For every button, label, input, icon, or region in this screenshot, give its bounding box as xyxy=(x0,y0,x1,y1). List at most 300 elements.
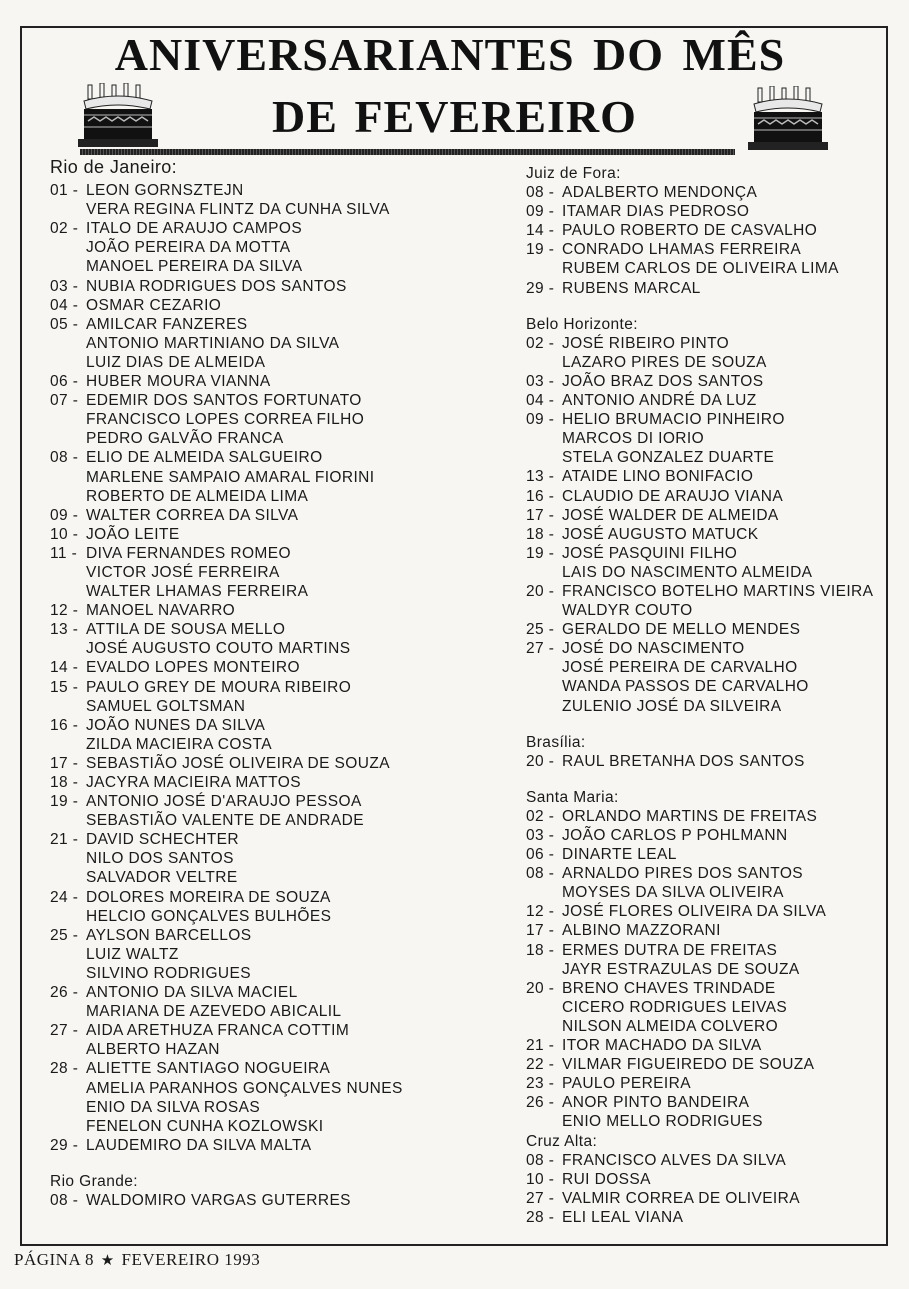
birthday-entry xyxy=(50,506,490,525)
left-column xyxy=(50,158,490,1210)
person-name: ANTONIO MARTINIANO DA SILVA xyxy=(86,334,340,352)
entry-names xyxy=(562,1208,896,1227)
birthday-entry xyxy=(526,372,896,391)
entry-day: 28 - xyxy=(526,1208,555,1226)
person-name: CONRADO LHAMAS FERREIRA xyxy=(562,241,802,259)
person-name: ORLANDO MARTINS DE FREITAS xyxy=(562,807,818,825)
entry-day: 19 - xyxy=(50,793,79,811)
person-name: JOSÉ RIBEIRO PINTO xyxy=(562,334,730,352)
birthday-entry xyxy=(50,926,490,983)
person-name: JOÃO CARLOS P POHLMANN xyxy=(562,827,788,844)
person-name: AMELIA PARANHOS GONÇALVES NUNES xyxy=(86,1079,403,1097)
entry-day: 06 - xyxy=(50,373,79,391)
person-name: JOSÉ WALDER DE ALMEIDA xyxy=(562,506,779,524)
birthday-entry xyxy=(50,658,490,677)
person-name: VALMIR CORREA DE OLIVEIRA xyxy=(562,1189,800,1207)
person-name: ROBERTO DE ALMEIDA LIMA xyxy=(86,487,309,505)
city-heading: Belo Horizonte: xyxy=(526,315,638,333)
entry-names xyxy=(562,544,896,582)
entry-day: 14 - xyxy=(50,659,79,677)
entry-names xyxy=(86,1136,490,1155)
person-name: ALBERTO HAZAN xyxy=(86,1041,220,1059)
birthday-entry xyxy=(50,620,490,658)
person-name: SALVADOR VELTRE xyxy=(86,869,238,887)
city-heading: Cruz Alta: xyxy=(526,1132,598,1150)
right-column xyxy=(526,164,896,1227)
birthday-entry xyxy=(526,221,896,240)
entry-names xyxy=(562,845,896,864)
birthday-entry xyxy=(50,219,490,276)
person-name: JOÃO LEITE xyxy=(86,525,180,543)
person-name: ARNALDO PIRES DOS SANTOS xyxy=(562,865,804,883)
person-name: JOSÉ AUGUSTO MATUCK xyxy=(562,525,759,543)
birthday-entry xyxy=(526,279,896,298)
person-name: RUI DOSSA xyxy=(562,1170,651,1188)
entry-names xyxy=(86,792,490,830)
person-name: ITALO DE ARAUJO CAMPOS xyxy=(86,220,303,238)
birthday-entry xyxy=(50,448,490,505)
person-name: JOSÉ AUGUSTO COUTO MARTINS xyxy=(86,640,351,658)
entry-day: 27 - xyxy=(50,1022,79,1040)
entry-day: 02 - xyxy=(50,220,79,238)
person-name: GERALDO DE MELLO MENDES xyxy=(562,621,801,639)
entry-names xyxy=(562,1170,896,1189)
birthday-entry xyxy=(526,544,896,582)
entry-names xyxy=(562,826,896,845)
person-name: ELIO DE ALMEIDA SALGUEIRO xyxy=(86,449,323,467)
entry-day: 17 - xyxy=(526,506,555,524)
entry-names xyxy=(562,752,896,771)
birthday-entry xyxy=(50,1059,490,1135)
entry-day: 09 - xyxy=(526,411,555,429)
entry-day: 07 - xyxy=(50,392,79,410)
entry-names xyxy=(86,658,490,677)
city-heading: Rio Grande: xyxy=(50,1172,138,1190)
entry-day: 17 - xyxy=(50,754,79,772)
person-name: PAULO GREY DE MOURA RIBEIRO xyxy=(86,678,352,696)
person-name: EVALDO LOPES MONTEIRO xyxy=(86,659,300,677)
birthday-entry xyxy=(526,183,896,202)
page-footer xyxy=(14,1250,260,1270)
birthday-entry xyxy=(50,888,490,926)
person-name: MOYSES DA SILVA OLIVEIRA xyxy=(562,884,784,902)
person-name: AYLSON BARCELLOS xyxy=(86,926,252,944)
city-heading: Brasília: xyxy=(526,733,586,751)
entry-day: 14 - xyxy=(526,222,555,240)
person-name: ELI LEAL VIANA xyxy=(562,1208,684,1226)
birthday-entry xyxy=(50,754,490,773)
person-name: ADALBERTO MENDONÇA xyxy=(562,184,758,202)
person-name: ENIO MELLO RODRIGUES xyxy=(562,1113,763,1131)
entry-day: 08 - xyxy=(526,1151,555,1169)
entry-day: 03 - xyxy=(50,277,79,295)
entry-names xyxy=(86,296,490,315)
birthday-entry xyxy=(526,845,896,864)
entry-day: 29 - xyxy=(50,1136,79,1154)
person-name: CICERO RODRIGUES LEIVAS xyxy=(562,998,788,1016)
entry-day: 04 - xyxy=(526,392,555,410)
birthday-cake-icon-right xyxy=(748,86,828,156)
birthday-entry xyxy=(50,525,490,544)
birthday-entry xyxy=(50,773,490,792)
person-name: MANOEL PEREIRA DA SILVA xyxy=(86,258,303,276)
person-name: VERA REGINA FLINTZ DA CUNHA SILVA xyxy=(86,201,390,219)
entry-names xyxy=(562,620,896,639)
birthday-entry xyxy=(526,921,896,940)
person-name: RUBEM CARLOS DE OLIVEIRA LIMA xyxy=(562,260,839,278)
person-name: ZULENIO JOSÉ DA SILVEIRA xyxy=(562,697,782,715)
entry-day: 20 - xyxy=(526,582,555,600)
entry-day: 18 - xyxy=(526,525,555,543)
city-heading: Santa Maria: xyxy=(526,788,619,806)
entry-names xyxy=(86,219,490,276)
person-name: JOSÉ FLORES OLIVEIRA DA SILVA xyxy=(562,903,827,921)
person-name: JACYRA MACIEIRA MATTOS xyxy=(86,774,301,791)
entry-day: 03 - xyxy=(526,827,555,844)
entry-names xyxy=(86,1021,490,1059)
person-name: MARCOS DI IORIO xyxy=(562,430,705,448)
birthday-entry xyxy=(50,1136,490,1155)
birthday-entry xyxy=(50,1191,490,1210)
person-name: JOÃO NUNES DA SILVA xyxy=(86,716,266,734)
title-underline xyxy=(80,149,735,155)
entry-day: 12 - xyxy=(526,903,555,921)
entry-day: 06 - xyxy=(526,846,555,864)
entry-names xyxy=(562,279,896,298)
entry-names xyxy=(562,1189,896,1208)
person-name: SAMUEL GOLTSMAN xyxy=(86,697,246,715)
person-name: PEDRO GALVÃO FRANCA xyxy=(86,430,284,448)
birthday-entry xyxy=(526,826,896,845)
birthday-entry xyxy=(526,1170,896,1189)
birthday-entry xyxy=(526,864,896,902)
entry-day: 11 - xyxy=(50,544,78,562)
person-name: SILVINO RODRIGUES xyxy=(86,964,251,982)
person-name: ERMES DUTRA DE FREITAS xyxy=(562,941,778,959)
city-heading: Rio de Janeiro: xyxy=(50,157,178,177)
entry-day: 02 - xyxy=(526,334,555,352)
person-name: LAZARO PIRES DE SOUZA xyxy=(562,353,767,371)
person-name: ZILDA MACIEIRA COSTA xyxy=(86,735,273,753)
entry-day: 26 - xyxy=(526,1094,555,1112)
person-name: ALBINO MAZZORANI xyxy=(562,922,721,940)
person-name: ANTONIO DA SILVA MACIEL xyxy=(86,984,298,1002)
entry-names xyxy=(86,181,490,219)
person-name: MANOEL NAVARRO xyxy=(86,602,236,620)
entry-names xyxy=(562,1151,896,1170)
birthday-entry xyxy=(526,979,896,1036)
person-name: OSMAR CEZARIO xyxy=(86,296,222,314)
birthday-cake-icon xyxy=(78,83,158,153)
birthday-entry xyxy=(526,391,896,410)
person-name: WALTER CORREA DA SILVA xyxy=(86,506,299,524)
birthday-entry xyxy=(526,487,896,506)
person-name: ITOR MACHADO DA SILVA xyxy=(562,1037,762,1055)
entry-day: 01 - xyxy=(50,182,79,200)
person-name: PAULO PEREIRA xyxy=(562,1075,691,1093)
entry-names xyxy=(86,1059,490,1135)
entry-names xyxy=(562,525,896,544)
entry-names xyxy=(562,183,896,202)
entry-day: 09 - xyxy=(526,203,555,221)
person-name: FRANCISCO LOPES CORREA FILHO xyxy=(86,411,365,429)
entry-names xyxy=(86,277,490,296)
person-name: VICTOR JOSÉ FERREIRA xyxy=(86,563,280,581)
person-name: MARIANA DE AZEVEDO ABICALIL xyxy=(86,1003,342,1021)
entry-day: 10 - xyxy=(50,525,79,543)
city-heading: Juiz de Fora: xyxy=(526,165,621,182)
birthday-entry xyxy=(50,830,490,887)
birthday-entry xyxy=(526,467,896,486)
birthday-entry xyxy=(50,315,490,372)
birthday-entry xyxy=(526,582,896,620)
birthday-entry xyxy=(526,620,896,639)
birthday-entry xyxy=(526,807,896,826)
birthday-entry xyxy=(526,1151,896,1170)
birthday-entry xyxy=(526,1208,896,1227)
entry-names xyxy=(86,926,490,983)
entry-day: 26 - xyxy=(50,984,79,1002)
entry-names xyxy=(562,391,896,410)
birthday-entry xyxy=(526,1036,896,1055)
entry-names xyxy=(562,582,896,620)
entry-day: 03 - xyxy=(526,372,555,390)
birthday-entry xyxy=(526,240,896,278)
entry-day: 04 - xyxy=(50,296,79,314)
entry-names xyxy=(562,979,896,1036)
entry-day: 23 - xyxy=(526,1075,555,1093)
entry-day: 22 - xyxy=(526,1056,555,1074)
entry-day: 24 - xyxy=(50,888,79,906)
entry-day: 08 - xyxy=(526,184,555,202)
person-name: ANOR PINTO BANDEIRA xyxy=(562,1094,750,1112)
person-name: LAIS DO NASCIMENTO ALMEIDA xyxy=(562,563,813,581)
person-name: PAULO ROBERTO DE CASVALHO xyxy=(562,222,818,240)
entry-names xyxy=(562,639,896,715)
entry-day: 25 - xyxy=(50,926,79,944)
person-name: NILSON ALMEIDA COLVERO xyxy=(562,1017,779,1035)
person-name: DIVA FERNANDES ROMEO xyxy=(86,544,291,562)
entry-names xyxy=(86,678,490,716)
birthday-entry xyxy=(526,202,896,221)
entry-names xyxy=(562,202,896,221)
birthday-entry xyxy=(526,506,896,525)
person-name: MARLENE SAMPAIO AMARAL FIORINI xyxy=(86,468,375,486)
entry-day: 29 - xyxy=(526,279,555,297)
birthday-entry xyxy=(526,1189,896,1208)
entry-names xyxy=(562,1093,896,1131)
entry-day: 19 - xyxy=(526,544,555,562)
entry-names xyxy=(86,391,490,448)
person-name: FRANCISCO ALVES DA SILVA xyxy=(562,1151,787,1169)
entry-names xyxy=(562,506,896,525)
person-name: WALDYR COUTO xyxy=(562,602,693,620)
entry-day: 05 - xyxy=(50,315,79,333)
person-name: JOSÉ PEREIRA DE CARVALHO xyxy=(562,659,798,677)
person-name: DOLORES MOREIRA DE SOUZA xyxy=(86,888,331,906)
entry-day: 08 - xyxy=(526,865,555,883)
person-name: NILO DOS SANTOS xyxy=(86,850,234,868)
person-name: FRANCISCO BOTELHO MARTINS VIEIRA xyxy=(562,582,874,600)
entry-names xyxy=(562,372,896,391)
entry-names xyxy=(562,1036,896,1055)
entry-names xyxy=(86,372,490,391)
birthday-entry xyxy=(526,639,896,715)
entry-names xyxy=(86,888,490,926)
entry-names xyxy=(562,1055,896,1074)
entry-day: 08 - xyxy=(50,1191,79,1209)
birthday-entry xyxy=(526,334,896,372)
entry-day: 15 - xyxy=(50,678,79,696)
person-name: VILMAR FIGUEIREDO DE SOUZA xyxy=(562,1056,815,1074)
entry-names xyxy=(86,315,490,372)
entry-day: 21 - xyxy=(50,831,79,849)
person-name: JOÃO PEREIRA DA MOTTA xyxy=(86,239,291,257)
entry-day: 18 - xyxy=(50,774,79,791)
star-icon: ★ xyxy=(100,1253,115,1269)
person-name: HELCIO GONÇALVES BULHÕES xyxy=(86,907,332,925)
birthday-entry xyxy=(526,941,896,979)
birthday-entry xyxy=(50,296,490,315)
birthday-entry xyxy=(526,525,896,544)
page-title-line1: ANIVERSARIANTES DO MÊS xyxy=(114,29,786,80)
entry-names xyxy=(86,620,490,658)
entry-names xyxy=(562,240,896,278)
person-name: HELIO BRUMACIO PINHEIRO xyxy=(562,411,785,429)
entry-names xyxy=(562,864,896,902)
person-name: JOÃO BRAZ DOS SANTOS xyxy=(562,372,764,390)
birthday-entry xyxy=(50,983,490,1021)
birthday-entry xyxy=(526,1055,896,1074)
birthday-entry xyxy=(50,544,490,601)
entry-names xyxy=(562,334,896,372)
entry-day: 20 - xyxy=(526,752,555,770)
page-number: PÁGINA 8 xyxy=(14,1250,95,1269)
person-name: EDEMIR DOS SANTOS FORTUNATO xyxy=(86,392,362,410)
page-title-line2: DE FEVEREIRO xyxy=(272,91,637,142)
entry-day: 13 - xyxy=(50,621,79,639)
entry-day: 19 - xyxy=(526,241,555,259)
birthday-entry xyxy=(50,277,490,296)
entry-names xyxy=(562,1074,896,1093)
birthday-entry xyxy=(50,372,490,391)
person-name: ANTONIO JOSÉ D'ARAUJO PESSOA xyxy=(86,793,362,811)
birthday-entry xyxy=(526,902,896,921)
person-name: LUIZ DIAS DE ALMEIDA xyxy=(86,353,266,371)
person-name: LUIZ WALTZ xyxy=(86,945,179,963)
person-name: WANDA PASSOS DE CARVALHO xyxy=(562,678,809,696)
entry-names xyxy=(86,773,490,792)
entry-day: 16 - xyxy=(526,487,555,505)
person-name: ATAIDE LINO BONIFACIO xyxy=(562,468,754,486)
entry-names xyxy=(86,544,490,601)
birthday-entry xyxy=(50,601,490,620)
entry-day: 09 - xyxy=(50,506,79,524)
entry-day: 25 - xyxy=(526,621,555,639)
entry-day: 27 - xyxy=(526,1189,555,1207)
person-name: DAVID SCHECHTER xyxy=(86,831,239,849)
birthday-entry xyxy=(50,792,490,830)
person-name: BRENO CHAVES TRINDADE xyxy=(562,979,776,997)
entry-day: 18 - xyxy=(526,941,555,959)
entry-names xyxy=(86,448,490,505)
entry-names xyxy=(86,525,490,544)
entry-day: 12 - xyxy=(50,602,79,620)
entry-day: 16 - xyxy=(50,716,79,734)
birthday-entry xyxy=(526,1093,896,1131)
entry-names xyxy=(86,754,490,773)
birthday-entry xyxy=(50,181,490,219)
entry-names xyxy=(86,983,490,1021)
person-name: AIDA ARETHUZA FRANCA COTTIM xyxy=(86,1022,350,1040)
entry-day: 02 - xyxy=(526,807,555,825)
person-name: JAYR ESTRAZULAS DE SOUZA xyxy=(562,960,800,978)
person-name: CLAUDIO DE ARAUJO VIANA xyxy=(562,487,784,505)
person-name: JOSÉ PASQUINI FILHO xyxy=(562,544,738,562)
person-name: FENELON CUNHA KOZLOWSKI xyxy=(86,1117,324,1135)
birthday-entry xyxy=(526,752,896,771)
entry-day: 21 - xyxy=(526,1037,555,1055)
person-name: STELA GONZALEZ DUARTE xyxy=(562,449,775,467)
person-name: LEON GORNSZTEJN xyxy=(86,182,244,200)
entry-names xyxy=(562,902,896,921)
person-name: WALDOMIRO VARGAS GUTERRES xyxy=(86,1191,351,1209)
entry-names xyxy=(86,506,490,525)
person-name: HUBER MOURA VIANNA xyxy=(86,373,271,391)
birthday-entry xyxy=(50,1021,490,1059)
entry-day: 08 - xyxy=(50,449,79,467)
entry-names xyxy=(86,716,490,754)
entry-day: 27 - xyxy=(526,640,555,658)
birthday-entry xyxy=(526,1074,896,1093)
person-name: AMILCAR FANZERES xyxy=(86,315,248,333)
birthday-entry xyxy=(50,678,490,716)
person-name: ITAMAR DIAS PEDROSO xyxy=(562,203,750,221)
entry-names xyxy=(562,410,896,467)
entry-names xyxy=(562,467,896,486)
entry-day: 10 - xyxy=(526,1170,555,1188)
person-name: SEBASTIÃO JOSÉ OLIVEIRA DE SOUZA xyxy=(86,754,390,772)
person-name: NUBIA RODRIGUES DOS SANTOS xyxy=(86,277,347,295)
entry-names xyxy=(86,601,490,620)
entry-names xyxy=(562,921,896,940)
birthday-entry xyxy=(50,391,490,448)
entry-names xyxy=(562,487,896,506)
entry-names xyxy=(562,807,896,826)
entry-day: 13 - xyxy=(526,468,555,486)
person-name: JOSÉ DO NASCIMENTO xyxy=(562,640,745,658)
entry-day: 20 - xyxy=(526,979,555,997)
entry-names xyxy=(562,221,896,240)
person-name: ALIETTE SANTIAGO NOGUEIRA xyxy=(86,1060,331,1078)
entry-names xyxy=(86,830,490,887)
entry-names xyxy=(562,941,896,979)
person-name: SEBASTIÃO VALENTE DE ANDRADE xyxy=(86,812,364,830)
person-name: DINARTE LEAL xyxy=(562,846,677,864)
person-name: RUBENS MARCAL xyxy=(562,279,701,297)
birthday-entry xyxy=(50,716,490,754)
entry-day: 17 - xyxy=(526,922,555,940)
issue-date: FEVEREIRO 1993 xyxy=(121,1250,261,1269)
person-name: LAUDEMIRO DA SILVA MALTA xyxy=(86,1136,312,1154)
entry-day: 28 - xyxy=(50,1060,79,1078)
person-name: RAUL BRETANHA DOS SANTOS xyxy=(562,752,805,770)
entry-names xyxy=(86,1191,490,1210)
person-name: ATTILA DE SOUSA MELLO xyxy=(86,621,286,639)
person-name: ENIO DA SILVA ROSAS xyxy=(86,1098,261,1116)
person-name: ANTONIO ANDRÉ DA LUZ xyxy=(562,392,757,410)
person-name: WALTER LHAMAS FERREIRA xyxy=(86,583,309,601)
